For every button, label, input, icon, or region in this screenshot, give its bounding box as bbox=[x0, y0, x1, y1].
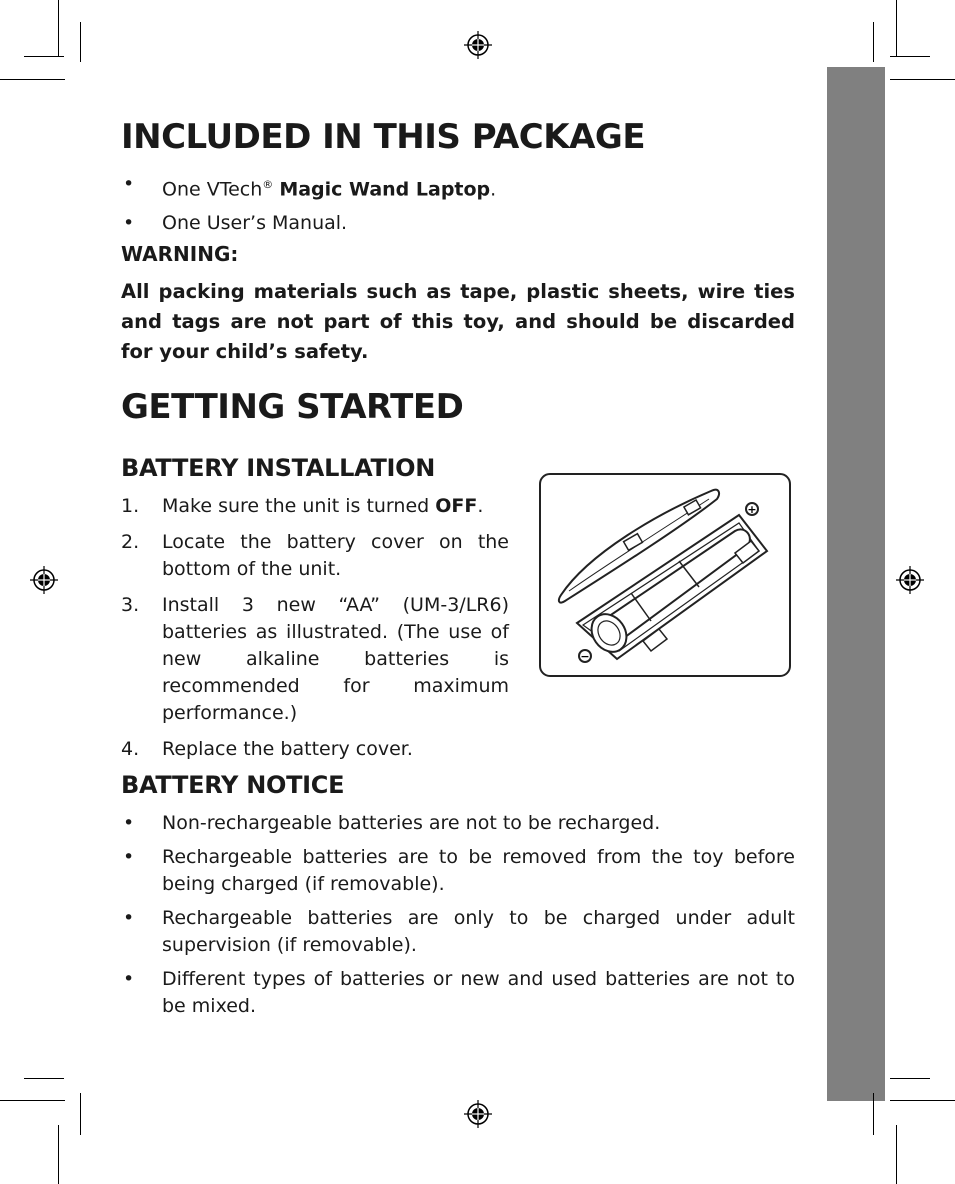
battery-installation-steps bbox=[121, 493, 509, 763]
side-tab bbox=[827, 67, 885, 1101]
registration-mark-icon bbox=[895, 565, 925, 595]
battery-notice-list bbox=[121, 810, 795, 1020]
warning-text: All packing materials such as tape, plastic sheets, wire ties and tags are not part of this toy, and should be discarded for your child’s safety. bbox=[121, 280, 795, 363]
list-item: • Non-rechargeable batteries are not to be recharged. bbox=[123, 812, 661, 834]
list-item: 1. Make sure the unit is turned OFF. bbox=[121, 495, 484, 517]
registration-mark-icon bbox=[463, 30, 493, 60]
heading-getting-started: GETTING STARTED bbox=[121, 387, 464, 427]
minus-symbol: − bbox=[580, 650, 590, 663]
heading-battery-installation: BATTERY INSTALLATION bbox=[121, 454, 436, 482]
list-item: • One VTech® Magic Wand Laptop. bbox=[123, 173, 497, 201]
list-item: • Different types of batteries or new and used batteries are not to be mixed. bbox=[123, 968, 795, 1017]
list-item: • One User’s Manual. bbox=[123, 212, 348, 235]
list-item: 3. Install 3 new “AA” (UM-3/LR6) batteries as illustrated. (The use of new alkaline batteries is recommended for maximum performance.) bbox=[121, 594, 509, 724]
registration-mark-icon bbox=[463, 1099, 493, 1129]
list-item: • Rechargeable batteries are to be removed from the toy before being charged (if removable). bbox=[123, 846, 795, 895]
package-contents-list bbox=[121, 171, 795, 237]
warning-heading: WARNING: bbox=[121, 242, 239, 266]
heading-battery-notice: BATTERY NOTICE bbox=[121, 771, 345, 799]
list-item: 4. Replace the battery cover. bbox=[121, 738, 413, 760]
list-item: • Rechargeable batteries are only to be charged under adult supervision (if removable). bbox=[123, 907, 795, 956]
registration-mark-icon bbox=[29, 565, 59, 595]
battery-compartment-illustration bbox=[539, 473, 791, 677]
plus-symbol: + bbox=[747, 503, 757, 516]
list-item: 2. Locate the battery cover on the bottom of the unit. bbox=[121, 531, 509, 580]
heading-included-in-package: INCLUDED IN THIS PACKAGE bbox=[121, 117, 646, 157]
